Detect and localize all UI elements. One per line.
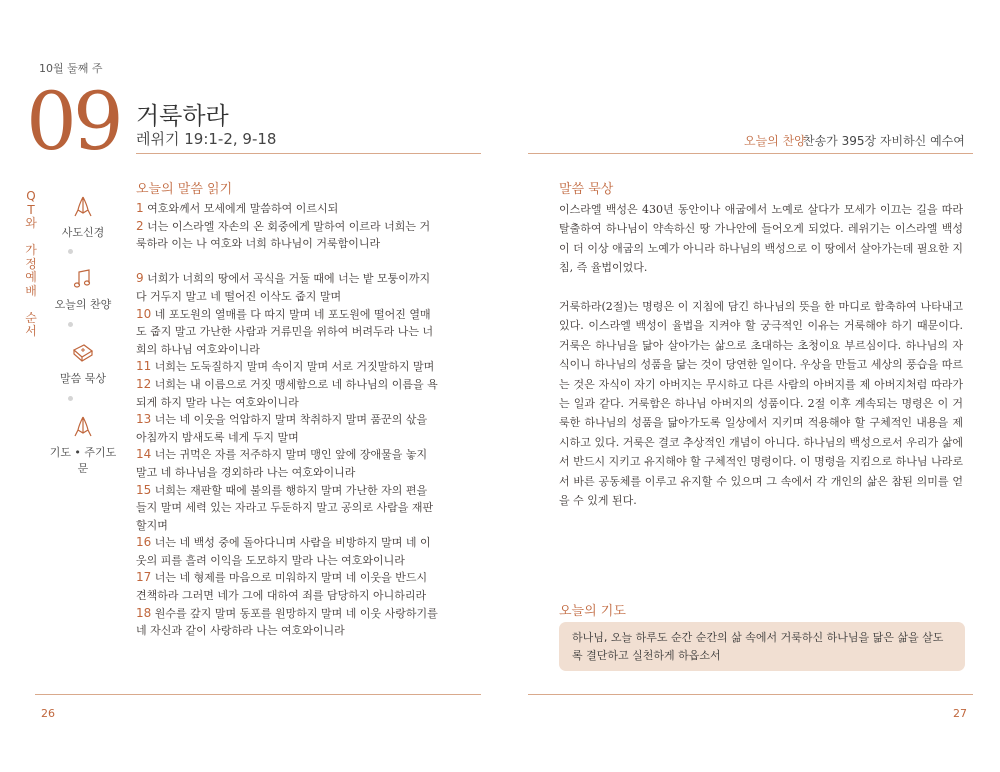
header-divider-left: [136, 153, 481, 154]
verse-number: 2: [136, 218, 144, 233]
praying-hands-icon: [70, 194, 96, 220]
vertical-title-char: Q: [26, 189, 36, 203]
verse-text: 너희는 도둑질하지 말며 속이지 말며 서로 거짓말하지 말며: [151, 360, 435, 374]
verse-text: 너희는 재판할 때에 불의를 행하지 말며 가난한 자의 편을 들지 말며 세력 있는 자라고 두둔하지 말고 공의로 사람을 재판할지며: [136, 483, 434, 532]
verse-number: 16: [136, 535, 152, 550]
sidebar-dot: [68, 322, 73, 327]
sidebar-item-label: 오늘의 찬양: [54, 298, 112, 311]
footer-divider-right: [528, 694, 973, 695]
vertical-title-char: 가: [25, 243, 37, 257]
sidebar-item-meditation: [48, 340, 118, 386]
verse: [136, 200, 438, 218]
verse: [136, 605, 438, 640]
vertical-title: [23, 190, 39, 339]
paragraph-gap: [559, 278, 963, 297]
verse-text: 너는 네 이웃을 억압하지 말며 착취하지 말며 품꾼의 삯을 아침까지 밤새도록 네게 두지 말며: [136, 413, 428, 444]
verse-list: [136, 200, 438, 640]
verse-text: 원수를 갚지 말며 동포를 원망하지 말며 네 이웃 사랑하기를 네 자신과 같이 사랑하라 나는 여호와이니라: [136, 606, 438, 638]
vertical-title-char: T: [27, 202, 35, 217]
music-note-icon: [70, 266, 96, 292]
meditation-body: [559, 200, 963, 510]
verse-text: 너희는 내 이름으로 거짓 맹세함으로 네 하나님의 이름을 욕되게 하지 말라 나는 여호와이니라: [136, 377, 438, 409]
verse: [136, 306, 438, 359]
verse-number: 15: [136, 482, 152, 497]
page-number-left: 26: [41, 707, 55, 720]
praying-hands-icon: [70, 414, 96, 440]
header-divider-right: [528, 153, 973, 154]
vertical-title-char: 배: [25, 283, 37, 298]
meditation-paragraph: 거룩하라(2절)는 명령은 이 지침에 담긴 하나님의 뜻을 한 마디로 함축하여 나타내고 있다. 이스라엘 백성이 율법을 지켜야 할 궁극적인 이유는 거룩해야 하기 때문이다. 거룩은 하나님을 닮아 살아가는 삶으로 초대하는 초청이요 부르심이다. 하나님의 자식이니 하나님의 성품을 닮는 것이 당연한 일이다. 우상을 만들고 세상의 풍습을 따르는 것은 자식이 자기 아버지는 무시하고 다른 사람의 아버지를 제 아버지처럼 따라가는 일과 같다. 거룩함은 하나님 아버지의 성품이다. 2절 이후 계속되는 명령은 이 거룩한 하나님의 성품을 닮아가도록 일상에서 지키며 적용해야 할 구체적인 내용을 제시하고 있다. 거룩은 결코 추상적인 개념이 아니다. 하나님의 백성으로서 우리가 삶에서 반드시 지키고 유지해야 할 구체적인 명령이다. 이 명령을 지킴으로 하나님 나라로서 바른 공동체를 이루고 유지할 수 있으며 그 속에서 각 개인의 삶은 참된 의미를 얻을 수 있게 된다.: [559, 300, 963, 508]
verse-text: 여호와께서 모세에게 말씀하여 이르시되: [143, 202, 339, 215]
verse: [136, 569, 438, 604]
verse-number: 11: [136, 359, 152, 374]
sidebar-dot: [68, 396, 73, 401]
vertical-title-char: [23, 298, 39, 312]
verse: [136, 270, 438, 305]
vertical-title-char: [23, 231, 39, 245]
page-number-right: 27: [953, 707, 967, 720]
verse-text: 너는 귀먹은 자를 저주하지 말며 맹인 앞에 장애물을 놓지 말고 네 하나님을 경외하라 나는 여호와이니라: [136, 448, 428, 479]
vertical-title-char: 예: [25, 270, 37, 284]
verse-text: 너는 네 백성 중에 돌아다니며 사람을 비방하지 말며 네 이웃의 피를 흘려 이익을 도모하지 말라 나는 여호와이니라: [136, 536, 431, 567]
page-title: 거룩하라: [136, 102, 229, 130]
sidebar-item-hymn: [48, 266, 118, 312]
sidebar-item-apostles-creed: [48, 194, 118, 240]
vertical-title-char: 순: [25, 310, 37, 325]
verse-gap: [136, 253, 438, 271]
verse: [136, 358, 438, 376]
sidebar-item-label: 사도신경: [61, 226, 105, 239]
week-label: 10월 둘째 주: [39, 62, 103, 75]
verse-number: 12: [136, 376, 152, 391]
verse-text: 너희가 너희의 땅에서 곡식을 거둘 때에 너는 밭 모퉁이까지 다 거두지 말고 네 떨어진 이삭도 줍지 말며: [136, 272, 431, 303]
verse: [136, 411, 438, 446]
verse-number: 9: [136, 271, 144, 286]
verse-number: 1: [136, 201, 144, 215]
verse-number: 13: [136, 412, 152, 427]
verse-number: 18: [136, 605, 152, 620]
verse: [136, 218, 438, 253]
sidebar-item-label: 기도 • 주기도문: [49, 446, 117, 475]
verse-number: 10: [136, 306, 152, 321]
verse-number: 17: [136, 570, 152, 585]
verse-text: 네 포도원의 열매를 다 따지 말며 네 포도원에 떨어진 열매도 줍지 말고 가난한 사람과 거류민을 위하여 버려두라 나는 너희의 하나님 여호와이니라: [136, 307, 434, 356]
hymn-text: 찬송가 395장 자비하신 예수여: [803, 134, 965, 148]
scripture-reference: 레위기 19:1-2, 9-18: [136, 130, 277, 148]
footer-divider-left: [35, 694, 481, 695]
vertical-title-char: 서: [25, 324, 37, 338]
hymn-label: 오늘의 찬양: [744, 134, 806, 148]
verse-number: 14: [136, 447, 152, 462]
bible-icon: [70, 340, 96, 366]
vertical-title-char: 정: [25, 256, 37, 271]
verse: [136, 376, 438, 411]
reading-heading: 오늘의 말씀 읽기: [136, 182, 233, 197]
meditation-heading: 말씀 묵상: [559, 182, 614, 197]
verse: [136, 446, 438, 481]
verse-text: 너는 네 형제를 마음으로 미워하지 말며 네 이웃을 반드시 견책하라 그러면 네가 그에 대하여 죄를 담당하지 아니하리라: [136, 571, 428, 603]
prayer-heading: 오늘의 기도: [559, 604, 626, 619]
meditation-paragraph: 이스라엘 백성은 430년 동안이나 애굽에서 노예로 살다가 모세가 이끄는 길을 따라 탈출하여 하나님이 약속하신 땅 가나안에 들어오게 되었다. 레위기는 이스라엘 백성이 더 이상 애굽의 노예가 아니라 하나님의 백성으로 이 땅에서 살아가는데 필요한 지침, 즉 율법이었다.: [559, 203, 963, 275]
verse: [136, 482, 438, 535]
prayer-text: 하나님, 오늘 하루도 순간 순간의 삶 속에서 거룩하신 하나님을 닮은 삶을 살도록 결단하고 실천하게 하옵소서: [572, 631, 944, 662]
verse: [136, 534, 438, 569]
sidebar-item-label: 말씀 묵상: [59, 372, 106, 385]
sidebar-dot: [68, 249, 73, 254]
sidebar-item-prayer: [48, 414, 118, 476]
day-number: 09: [26, 75, 120, 168]
vertical-title-char: 와: [25, 216, 37, 230]
verse-text: 너는 이스라엘 자손의 온 회중에게 말하여 이르라 너희는 거룩하라 이는 나 여호와 너희 하나님이 거룩함이니라: [136, 219, 431, 251]
